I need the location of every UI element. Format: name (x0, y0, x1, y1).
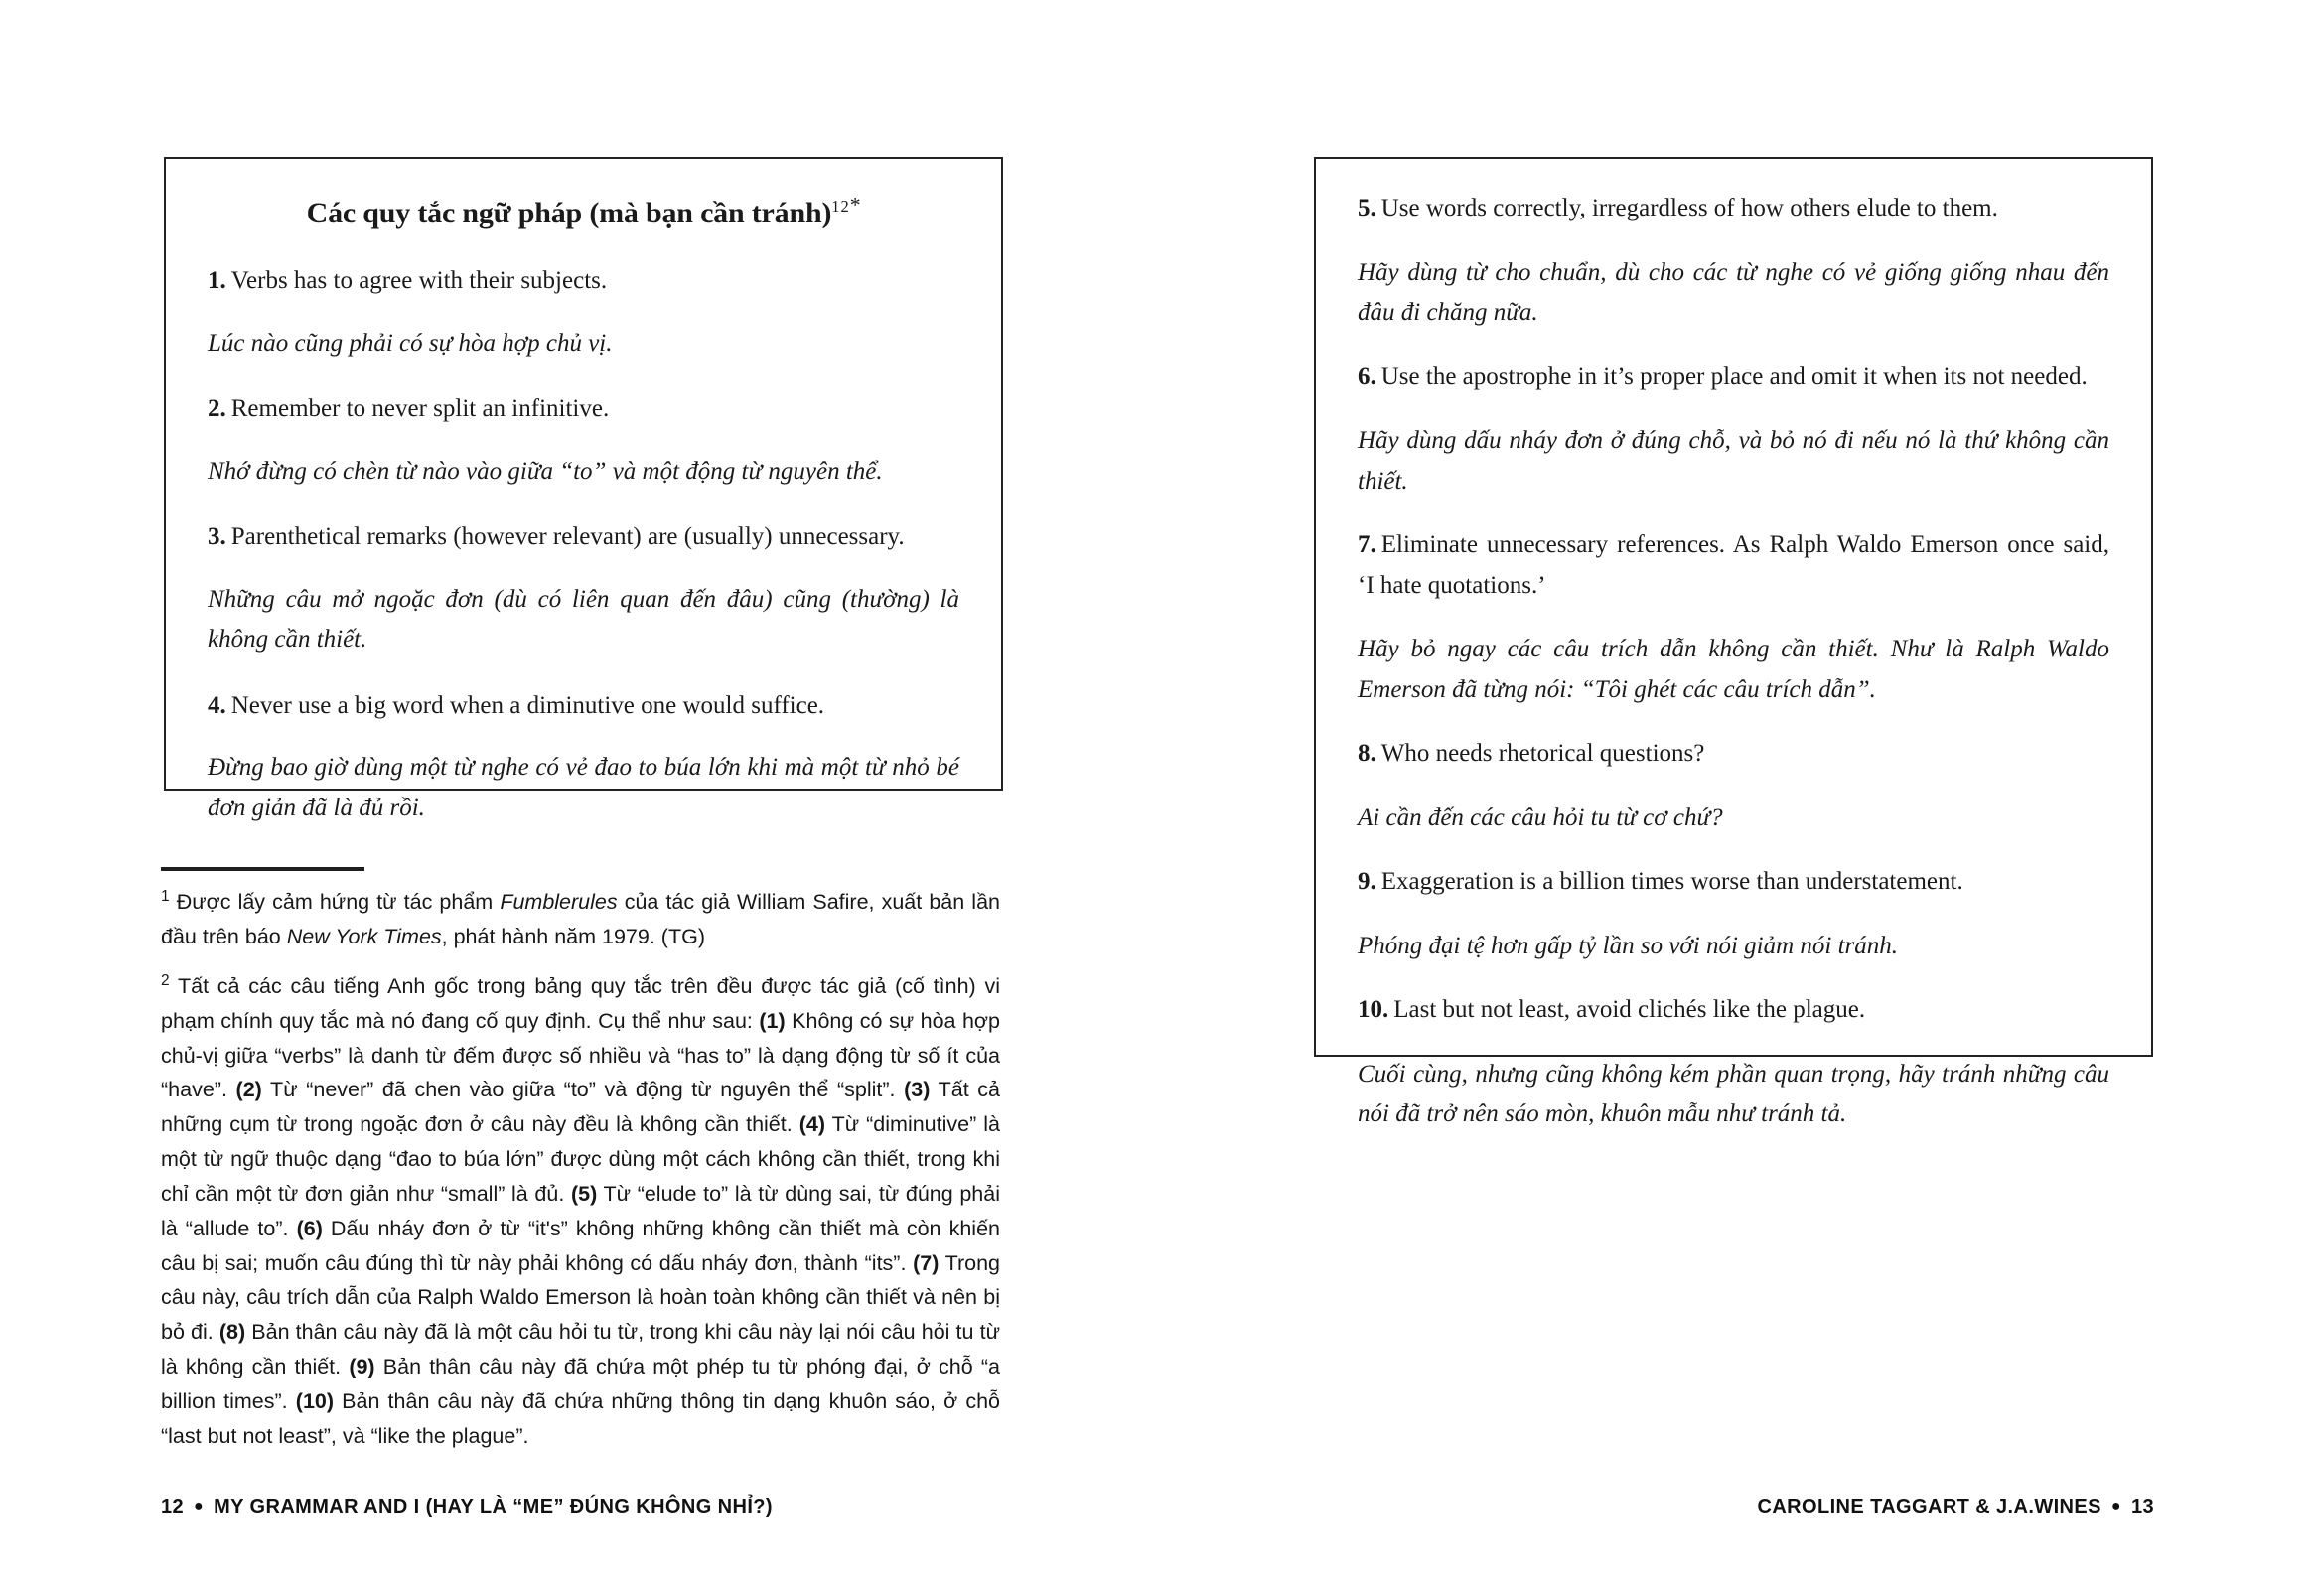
footer-page-number: 13 (2130, 1496, 2154, 1518)
rule-vietnamese: Nhớ đừng có chèn từ nào vào giữa “to” và một động từ nguyên thể. (208, 457, 883, 485)
rule-english-text: Parenthetical remarks (however relevant) are (usually) unnecessary. (230, 523, 905, 550)
footer-right (1757, 1496, 2154, 1519)
title-footnote-ref-1: 1 (831, 197, 841, 216)
rule-vietnamese: Phóng đại tệ hơn gấp tỷ lần so với nói giảm nói tránh. (1358, 932, 1899, 959)
rule-number: 8. (1358, 740, 1376, 767)
title-footnote-ref-2: 2 (840, 197, 850, 216)
footnote-item: $^1$ Được lấy cảm hứng từ tác phẩm Fumblerules của tác giả William Safire, xuất bản lần đầu trên báo New York Times, phát hành năm 1979. (TG) (161, 888, 1000, 948)
rule-number: 2. (208, 395, 226, 422)
rule-english-text: Remember to never split an infinitive. (230, 395, 610, 422)
rule-vietnamese: Lúc nào cũng phải có sự hòa hợp chủ vị. (208, 329, 613, 357)
rule-vietnamese: Hãy dùng dấu nháy đơn ở đúng chỗ, và bỏ nó đi nếu nó là thứ không cần thiết. (1358, 427, 2109, 495)
rule-english (208, 686, 959, 727)
rules-box-title (208, 193, 959, 231)
footer-book-title: MY GRAMMAR AND I (HAY LÀ “ME” ĐÚNG KHÔNG NHỈ?) (214, 1496, 773, 1518)
footnote-separator-rule (161, 867, 364, 871)
rules-box-title-text: Các quy tắc ngữ pháp (mà bạn cần tránh) (306, 197, 832, 229)
footer-authors: CAROLINE TAGGART & J.A.WINES (1757, 1496, 2101, 1518)
rule-english (1358, 990, 2109, 1031)
rule-vietnamese: Ai cần đến các câu hỏi tu từ cơ chứ? (1358, 803, 1723, 831)
rule-number: 7. (1358, 531, 1376, 558)
footnote-item: $^2$ Tất cả các câu tiếng Anh gốc trong bảng quy tắc trên đều được tác giả (cố tình) vi phạm chính quy tắc mà nó đang cố quy định. Cụ thể như sau: (1) Không có sự hòa hợp chủ-vị giữa “verbs” là danh từ đếm được số nhiều và “has to” là dạng động từ số ít của “have”. (2) Từ “never” đã chen vào giữa “to” và động từ nguyên thể “split”. (3) Tất cả những cụm từ trong ngoặc đơn ở câu này đều là không cần thiết. (4) Từ “diminutive” là một từ ngữ thuộc dạng “đao to búa lớn” được dùng một cách không cần thiết, trong khi chỉ cần một từ đơn giản như “small” là đủ. (5) Từ “elude to” là từ dùng sai, từ đúng phải là “allude to”. (6) Dấu nháy đơn ở từ “it's” không những không cần thiết mà còn khiến câu bị sai; muốn câu đúng thì từ này phải không có dấu nháy đơn, thành “its”. (7) Trong câu này, câu trích dẫn của Ralph Waldo Emerson là hoàn toàn không cần thiết và nên bị bỏ đi. (8) Bản thân câu này đã là một câu hỏi tu từ, trong khi câu này lại nói câu hỏi tu từ là không cần thiết. (9) Bản thân câu này đã chứa một phép tu từ phóng đại, ở chỗ “a billion times”. (10) Bản thân câu này đã chứa những thông tin dạng khuôn sáo, ở chỗ “last but not least”, và “like the plague”. (161, 971, 1001, 1448)
rules-box-left (164, 157, 1003, 821)
footnote-marker: 2 (161, 971, 170, 989)
rule-vietnamese: Cuối cùng, nhưng cũng không kém phần quan trọng, hãy tránh những câu nói đã trở nên sáo mòn, khuôn mẫu như tránh tả. (1358, 1060, 2109, 1127)
footer-separator-dot: ● (194, 1498, 205, 1515)
rule-english (1358, 734, 2109, 775)
rule-vietnamese: Đừng bao giờ dùng một từ nghe có vẻ đao to búa lớn khi mà một từ nhỏ bé đơn giản đã là đủ rồi. (208, 754, 959, 821)
footer-separator-dot: ● (2110, 1498, 2121, 1515)
rule-vietnamese: Hãy dùng từ cho chuẩn, dù cho các từ nghe có vẻ giống giống nhau đến đâu đi chăng nữa. (1358, 258, 2109, 326)
rule-number: 10. (1358, 996, 1389, 1023)
rule-english-text: Never use a big word when a diminutive one would suffice. (230, 691, 825, 719)
rule-english-text: Last but not least, avoid clichés like the plague. (1393, 996, 1866, 1023)
rule-number: 1. (208, 267, 226, 294)
page-left (0, 0, 1157, 1596)
rule-english (1358, 525, 2109, 606)
rule-number: 6. (1358, 363, 1376, 390)
rule-english (1358, 862, 2109, 903)
rule-english (208, 389, 959, 430)
rule-english (208, 261, 959, 302)
title-asterisk: * (849, 193, 861, 217)
page-right (1158, 0, 2315, 1596)
rule-vietnamese: Hãy bỏ ngay các câu trích dẫn không cần thiết. Như là Ralph Waldo Emerson đã từng nói: “Tôi ghét các câu trích dẫn”. (1358, 636, 2109, 703)
rule-number: 3. (208, 523, 226, 550)
rule-english-text: Verbs has to agree with their subjects. (230, 267, 608, 294)
footer-left (161, 1496, 773, 1519)
rule-english-text: Eliminate unnecessary references. As Ralph Waldo Emerson once said, ‘I hate quotations.’ (1358, 531, 2109, 599)
rule-number: 9. (1358, 868, 1376, 895)
rule-number: 5. (1358, 195, 1376, 221)
rule-english-text: Exaggeration is a billion times worse than understatement. (1380, 868, 1963, 895)
rules-box-right (1314, 157, 2153, 1127)
rule-english-text: Use the apostrophe in it’s proper place and omit it when its not needed. (1380, 363, 2088, 390)
rule-english (208, 517, 959, 558)
footnotes-block (161, 884, 1000, 1468)
rule-vietnamese: Những câu mở ngoặc đơn (dù có liên quan đến đâu) cũng (thường) là không cần thiết. (208, 585, 959, 653)
rule-english-text: Use words correctly, irregardless of how others elude to them. (1380, 195, 1998, 221)
footer-page-number: 12 (161, 1496, 185, 1518)
footnote-marker: 1 (161, 888, 170, 905)
rule-english (1358, 358, 2109, 398)
rule-english (1358, 189, 2109, 229)
rule-english-text: Who needs rhetorical questions? (1380, 740, 1705, 767)
rule-number: 4. (208, 691, 226, 719)
